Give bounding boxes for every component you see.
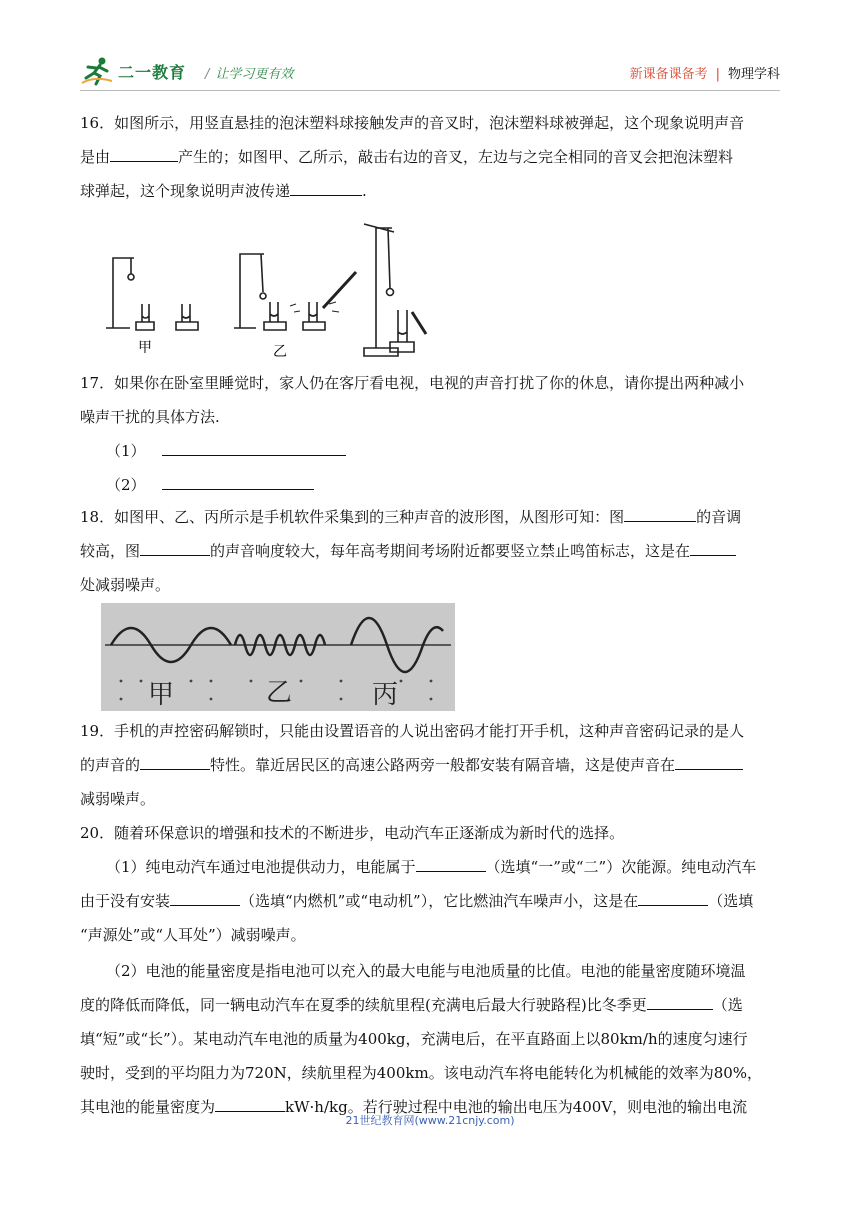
course-label: 新课备课备考 (629, 67, 708, 82)
wave-label-jia: 甲 (147, 680, 175, 710)
fig-label-yi: 乙 (273, 344, 287, 360)
wave-label-bing: 丙 (371, 680, 399, 710)
q16-line3: 球弹起，这个现象说明声波传递 . (80, 174, 780, 208)
q20-p2-line4: 驶时，受到的平均阻力为720N，续航里程为400km。该电动汽车将电能转化为机械能的效率为80%， (80, 1064, 763, 1082)
blank[interactable] (675, 751, 743, 770)
blank[interactable] (647, 991, 713, 1010)
blank[interactable] (110, 143, 178, 162)
runner-logo-icon (80, 56, 114, 86)
blank[interactable] (162, 437, 346, 456)
fig-label-jia: 甲 (138, 340, 152, 356)
q18-text (80, 500, 780, 602)
blank[interactable] (690, 537, 736, 556)
q19-line3: 减弱噪声。 (80, 790, 156, 808)
page-header (80, 56, 780, 92)
q19-text (80, 714, 780, 816)
tuning-fork-figure (98, 216, 438, 361)
q18-line1: 18．如图甲、乙、丙所示是手机软件采集到的三种声音的波形图，从图形可知：图 的音调 (80, 500, 780, 534)
q17-line1: 17．如果你在卧室里睡觉时，家人仍在客厅看电视，电视的声音打扰了你的休息，请你提出两种减小 (80, 374, 745, 392)
q16-line1: 16．如图所示，用竖直悬挂的泡沫塑料球接触发声的音叉时，泡沫塑料球被弹起，这个现象说明声音 (80, 114, 745, 132)
header-right (630, 63, 780, 82)
waveform-figure (101, 603, 455, 711)
q19-line2: 的声音的 特性。靠近居民区的高速公路两旁一般都安装有隔音墙，这是使声音在 (80, 748, 780, 782)
q17-item2: （2） (80, 468, 780, 502)
q20-line1: 20．随着环保意识的增强和技术的不断进步，电动汽车正逐渐成为新时代的选择。 (80, 824, 625, 842)
q20-p2-line2: 度的降低而降低，同一辆电动汽车在夏季的续航里程(充满电后最大行驶路程)比冬季更 （选 (80, 988, 780, 1022)
logo (80, 56, 186, 86)
q20-p1-line1: （1）纯电动汽车通过电池提供动力，电能属于 （选填“一”或“二”）次能源。纯电动汽车 (80, 850, 780, 884)
wave-label-yi: 乙 (265, 678, 293, 708)
q20-p2-line1: （2）电池的能量密度是指电池可以充入的最大电能与电池质量的比值。电池的能量密度随环境温 (106, 962, 746, 980)
q20-p2-line3: 填“短”或“长”）。某电动汽车电池的质量为400kg，充满电后，在平直路面上以80km/h的速度匀速行 (80, 1030, 748, 1048)
q19-line1: 19．手机的声控密码解锁时，只能由设置语音的人说出密码才能打开手机，这种声音密码记录的是人 (80, 722, 745, 740)
blank[interactable] (170, 887, 240, 906)
blank[interactable] (624, 503, 696, 522)
blank[interactable] (290, 177, 362, 196)
header-separator: | (715, 67, 720, 82)
q16-line2: 是由 产生的；如图甲、乙所示，敲击右边的音叉，左边与之完全相同的音叉会把泡沫塑料 (80, 140, 780, 174)
q17-item1: （1） (80, 434, 780, 468)
blank[interactable] (140, 751, 210, 770)
blank[interactable] (638, 887, 708, 906)
q20-p1-line2: 由于没有安装 （选填“内燃机”或“电动机”），它比燃油汽车噪声小，这是在 （选填 (80, 884, 780, 918)
q20-p2-line5: 其电池的能量密度为 kW·h/kg。若行驶过程中电池的输出电压为400V，则电池的输出电流 (80, 1090, 780, 1124)
q17-line2: 噪声干扰的具体方法. (80, 408, 220, 426)
q18-line3: 处减弱噪声。 (80, 576, 171, 594)
subject-label: 物理学科 (727, 67, 780, 82)
blank[interactable] (162, 471, 314, 490)
logo-text: 二一教育 (118, 62, 187, 82)
blank[interactable] (140, 537, 210, 556)
q18-line2: 较高，图 的声音响度较大，每年高考期间考场附近都要竖立禁止鸣笛标志，这是在 (80, 534, 780, 568)
slogan-text: 让学习更有效 (215, 67, 294, 82)
blank[interactable] (416, 853, 486, 872)
blank[interactable] (215, 1093, 285, 1112)
page-footer: 21世纪教育网(www.21cnjy.com) (345, 1114, 515, 1127)
q20-text (80, 816, 780, 1124)
q16-text (80, 106, 780, 208)
q17-text (80, 366, 780, 502)
slogan: / 让学习更有效 (205, 67, 294, 82)
q20-p1-line3: “声源处”或“人耳处”）减弱噪声。 (80, 926, 306, 944)
header-rule (80, 90, 780, 91)
